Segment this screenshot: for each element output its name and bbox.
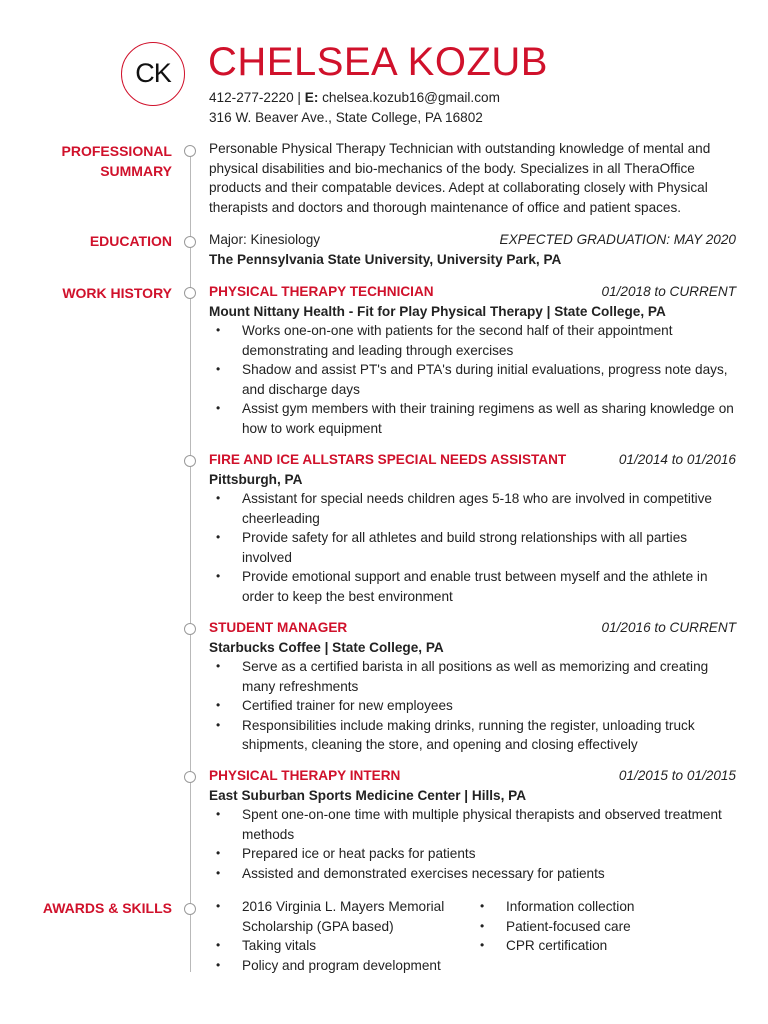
- skills-column-2: [473, 897, 634, 975]
- timeline-dot-work-4: [184, 771, 196, 783]
- job-dates: 01/2014 to 01/2016: [618, 452, 736, 467]
- job-employer: Mount Nittany Health - Fit for Play Physical Therapy | State College, PA: [209, 303, 666, 319]
- section-label-skills: AWARDS & SKILLS: [42, 900, 172, 916]
- job-bullets: [209, 805, 736, 883]
- job-title: STUDENT MANAGER: [209, 620, 348, 635]
- list-item: • 2016 Virginia L. Mayers Memorial Scholarship (GPA based): [209, 897, 473, 936]
- list-item: • Assistant for special needs children ages 5-18 who are involved in competitive cheerleading: [209, 489, 736, 528]
- timeline-dot-summary: [184, 145, 196, 157]
- job-dates: 01/2018 to CURRENT: [601, 284, 736, 299]
- job-dates: 01/2015 to 01/2015: [618, 768, 736, 783]
- contact-info: 412-277-2220 | E: chelsea.kozub16@gmail.com 316 W. Beaver Ave., State College, PA 16802: [209, 88, 749, 127]
- job-entry: [209, 766, 736, 883]
- job-bullets: [209, 321, 736, 438]
- job-entry: [209, 282, 736, 438]
- list-item: • Certified trainer for new employees: [209, 696, 736, 716]
- job-title: PHYSICAL THERAPY INTERN: [209, 768, 401, 783]
- summary-section: [209, 139, 736, 217]
- section-label-work-history: WORK HISTORY: [62, 285, 172, 301]
- job-bullets: [209, 489, 736, 606]
- timeline-dot-education: [184, 236, 196, 248]
- summary-text: Personable Physical Therapy Technician with outstanding knowledge of mental and physical disabilities and bio-mechanics of the body. Specializes in all TheraOffice products and their compatable devices. Adept at collaborating closely with Physical therapists and doctors and thorough maintenance of office and patient spaces.: [209, 141, 711, 215]
- section-label-education: EDUCATION: [89, 233, 172, 249]
- timeline-dot-work-1: [184, 287, 196, 299]
- job-dates: 01/2016 to CURRENT: [601, 620, 736, 635]
- monogram-initials: CK: [135, 58, 171, 89]
- list-item: • Prepared ice or heat packs for patients: [209, 844, 736, 864]
- list-item: • CPR certification: [473, 936, 634, 956]
- section-label-summary: PROFESSIONAL SUMMARY: [61, 143, 172, 179]
- candidate-name: CHELSEA KOZUB: [208, 40, 548, 84]
- job-title: FIRE AND ICE ALLSTARS SPECIAL NEEDS ASSISTANT: [209, 452, 567, 467]
- timeline-dot-work-2: [184, 455, 196, 467]
- skills-column-1: [209, 897, 473, 975]
- job-employer: East Suburban Sports Medicine Center | Hills, PA: [209, 787, 527, 803]
- education-section: [209, 230, 736, 269]
- skills-section: [209, 897, 736, 975]
- list-item: • Provide safety for all athletes and build strong relationships with all parties involved: [209, 528, 736, 567]
- list-item: • Assisted and demonstrated exercises necessary for patients: [209, 864, 736, 884]
- list-item: • Information collection: [473, 897, 634, 917]
- education-major: Major: Kinesiology: [209, 232, 321, 247]
- list-item: • Provide emotional support and enable trust between myself and the athlete in order to keep the best environment: [209, 567, 736, 606]
- job-entry: [209, 618, 736, 755]
- list-item: • Taking vitals: [209, 936, 473, 956]
- list-item: • Serve as a certified barista in all positions as well as memorizing and creating many refreshments: [209, 657, 736, 696]
- list-item: • Responsibilities include making drinks, running the register, unloading truck shipments, cleaning the store, and opening and closing effectively: [209, 716, 736, 755]
- timeline-dot-work-3: [184, 623, 196, 635]
- address: 316 W. Beaver Ave., State College, PA 16802: [209, 109, 483, 125]
- email-label: E:: [304, 90, 319, 105]
- list-item: • Patient-focused care: [473, 917, 634, 937]
- timeline-line: [190, 152, 191, 972]
- job-title: PHYSICAL THERAPY TECHNICIAN: [209, 284, 434, 299]
- job-entry: [209, 450, 736, 606]
- phone: 412-277-2220: [209, 90, 294, 105]
- list-item: • Shadow and assist PT's and PTA's during initial evaluations, progress note days, and discharge days: [209, 360, 736, 399]
- job-bullets: [209, 657, 736, 755]
- list-item: • Policy and program development: [209, 956, 473, 976]
- list-item: • Spent one-on-one time with multiple physical therapists and observed treatment methods: [209, 805, 736, 844]
- timeline-dot-skills: [184, 903, 196, 915]
- job-employer: Starbucks Coffee | State College, PA: [209, 639, 444, 655]
- job-employer: Pittsburgh, PA: [209, 471, 303, 487]
- email: chelsea.kozub16@gmail.com: [322, 90, 500, 105]
- list-item: • Works one-on-one with patients for the second half of their appointment demonstrating and leading through exercises: [209, 321, 736, 360]
- education-school: The Pennsylvania State University, University Park, PA: [209, 251, 562, 267]
- list-item: • Assist gym members with their training regimens as well as sharing knowledge on how to work equipment: [209, 399, 736, 438]
- education-graduation: EXPECTED GRADUATION: MAY 2020: [499, 232, 736, 247]
- monogram-badge: [121, 42, 185, 106]
